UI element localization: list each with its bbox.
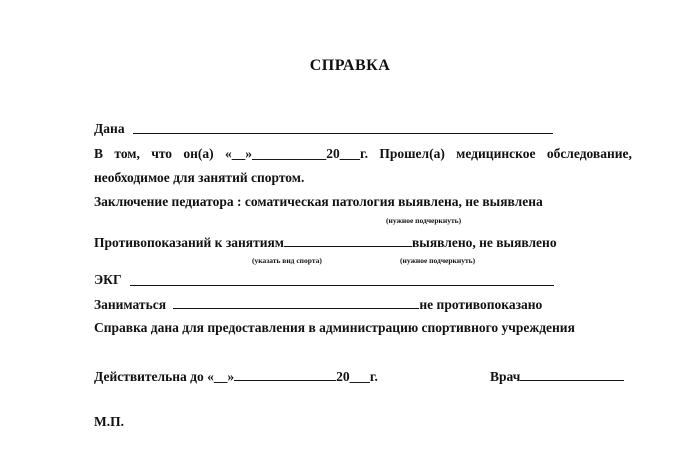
doctor-signature-blank	[520, 368, 624, 381]
exam-line-2: необходимое для занятий спортом.	[94, 170, 305, 185]
ekg-line	[94, 272, 122, 288]
dana-label: Дана	[94, 121, 125, 136]
exercise-blank	[173, 296, 419, 309]
exercise-tail: не противопоказано	[419, 297, 543, 312]
doctor-line	[490, 368, 624, 385]
exercise-label: Заниматься	[94, 297, 167, 312]
exam-word-2: том,	[114, 146, 140, 161]
exam-date-blank: «__»___________20___г.	[225, 146, 369, 161]
valid-label: Действительна до «__»	[94, 369, 235, 384]
doctor-label: Врач	[490, 369, 521, 384]
stamp-label: М.П.	[94, 414, 124, 429]
exercise-line	[94, 296, 542, 313]
valid-year: 20___г.	[336, 369, 378, 384]
exam-word-1: В	[94, 146, 104, 161]
ekg-blank	[130, 285, 554, 286]
exam-word-4: он(а)	[183, 146, 214, 161]
exam-word-8: обследование,	[546, 146, 632, 161]
pediatrician-conclusion: Заключение педиатора : соматическая патология выявлена, не выявлена	[94, 194, 543, 209]
sport-blank	[284, 234, 412, 247]
contraindications-tail: выявлено, не выявлено	[412, 235, 557, 250]
purpose-line: Справка дана для предоставления в администрацию спортивного учреждения	[94, 320, 575, 335]
note-underline-1: (нужное подчеркнуть)	[386, 216, 462, 225]
contraindications-line	[94, 234, 557, 251]
note-underline-2: (нужное подчеркнуть)	[400, 256, 476, 265]
exam-word-7: медицинское	[456, 146, 536, 161]
exam-word-3: что	[151, 146, 173, 161]
note-sport-type: (указать вид спорта)	[252, 256, 322, 265]
exam-word-6: Прошел(а)	[379, 146, 445, 161]
validity-line	[94, 368, 378, 385]
document-title: СПРАВКА	[309, 57, 391, 74]
contraindications-label: Противопоказаний к занятиям	[94, 235, 284, 250]
ekg-label: ЭКГ	[94, 272, 122, 287]
exam-line	[94, 146, 632, 162]
dana-line	[94, 121, 125, 137]
valid-month-blank	[234, 368, 336, 381]
dana-blank	[133, 133, 553, 134]
